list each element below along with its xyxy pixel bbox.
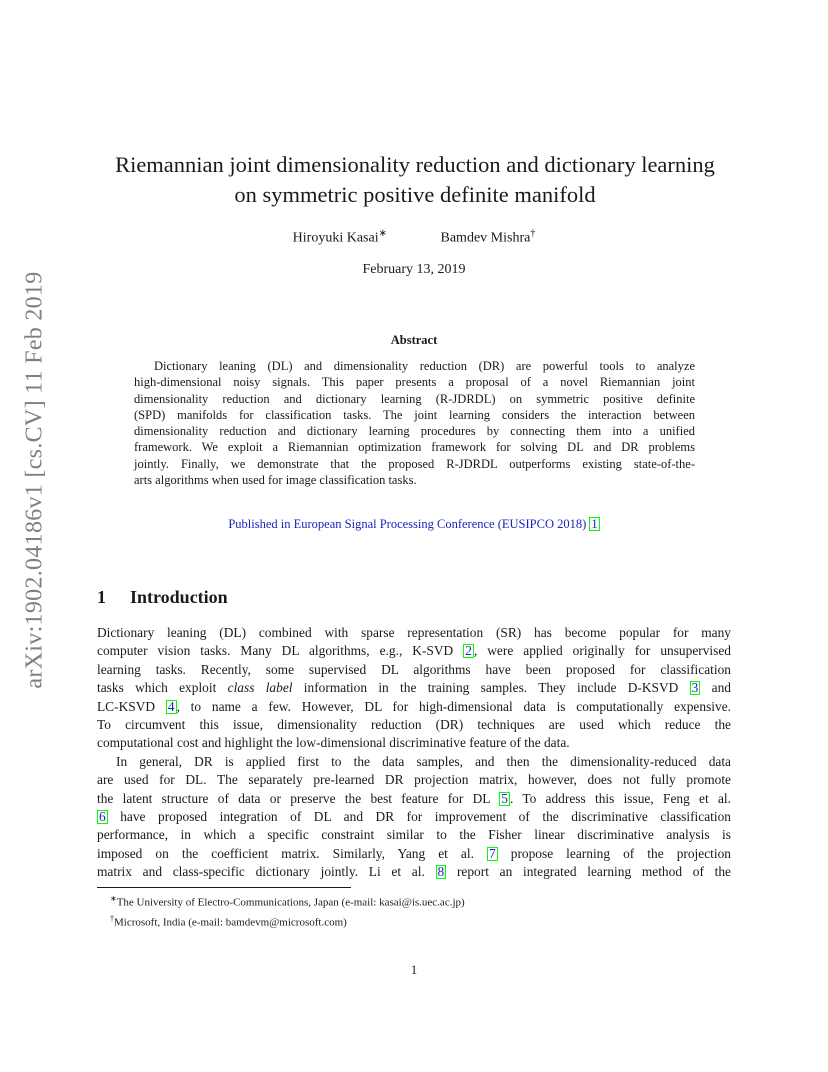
text-line: imposed on the coefficient matrix. Similarly, Yang et al. 7 propose learning of the projection — [97, 845, 731, 861]
text-line: LC-KSVD 4 , to name a few. However, DL for high-dimensional data is computationally expensive. — [97, 698, 731, 714]
emphasized-text: class label — [227, 680, 293, 696]
footnote-2 — [110, 911, 465, 931]
citation-link-number[interactable]: 1 — [591, 517, 598, 531]
abstract-line: dimensionality reduction and dictionary learning procedures by connecting them into a unified — [134, 424, 695, 439]
publication-note[interactable] — [0, 517, 828, 532]
title-line-1: Riemannian joint dimensionality reduction and dictionary learning — [115, 152, 715, 177]
text-line: learning tasks. Recently, some supervised DL algorithms have been proposed for classification — [97, 661, 731, 677]
citation-link[interactable] — [589, 517, 599, 531]
footnote-rule — [97, 887, 351, 888]
text-line: computational cost and highlight the low-dimensional discriminative feature of the data. — [97, 735, 570, 751]
author-2-name: Bamdev Mishra — [440, 230, 531, 246]
text-line: are used for DL. The separately pre-learned DR projection matrix, however, does not fully promote — [97, 772, 731, 788]
footnote-1-text: The University of Electro-Communications, Japan (e-mail: kasai@is.uec.ac.jp) — [116, 896, 465, 909]
publication-link[interactable]: Published in European Signal Processing Conference (EUSIPCO 2018) — [228, 517, 587, 531]
title-line-2: on symmetric positive definite manifold — [234, 182, 596, 207]
text-line: the latent structure of data or preserve the best feature for DL 5 . To address this issue, Feng et al. — [97, 790, 731, 806]
text-line: matrix and class-specific dictionary jointly. Li et al. 8 report an integrated learning method of the — [97, 864, 731, 880]
abstract-line: dimensionality reduction and dictionary learning (R-JDRDL) on symmetric positive definite — [134, 391, 695, 406]
reference-link[interactable]: 3 — [691, 680, 699, 696]
author-1-name: Hiroyuki Kasai — [292, 230, 379, 246]
author-2 — [441, 228, 536, 247]
abstract-line: framework. We exploit a Riemannian optimization framework for solving DL and DR problems — [134, 440, 695, 455]
reference-link[interactable]: 2 — [465, 643, 472, 659]
reference-link[interactable]: 4 — [167, 698, 175, 714]
author-2-mark: † — [530, 228, 536, 239]
text-line: performance, in which a specific constraint similar to the Fisher linear discriminative analysis is — [97, 827, 731, 843]
reference-link[interactable]: 8 — [437, 864, 445, 880]
text-line: computer vision tasks. Many DL algorithms, e.g., K-SVD 2 , were applied originally for unsupervised — [97, 643, 731, 659]
author-1 — [293, 228, 387, 247]
paper-date: February 13, 2019 — [362, 262, 466, 277]
text-line: To circumvent this issue, dimensionality reduction (DR) techniques are used which reduce the — [97, 716, 731, 732]
footnotes — [110, 891, 465, 931]
section-number: 1 — [97, 587, 106, 607]
author-list — [0, 228, 828, 247]
section-heading — [97, 587, 228, 608]
paper-title — [90, 150, 740, 210]
abstract-line: jointly. Finally, we demonstrate that the proposed R-JDRDL outperforms existing state-of-the- — [134, 456, 695, 471]
text-line: Dictionary leaning (DL) combined with sparse representation (SR) has become popular for many — [97, 625, 731, 640]
footnote-1 — [110, 891, 465, 911]
abstract-line: arts algorithms when used for image classification tasks. — [134, 473, 417, 488]
footnote-1-mark: ∗ — [110, 894, 117, 903]
author-1-mark: ∗ — [378, 228, 387, 239]
section-title: Introduction — [130, 587, 228, 607]
text-line: tasks which exploit class label information in the training samples. They include D-KSVD 3 and — [97, 680, 731, 696]
abstract-line: high-dimensional noisy signals. This paper presents a proposal of a novel Riemannian joint — [134, 375, 695, 390]
abstract-body — [134, 358, 695, 488]
reference-link[interactable]: 7 — [489, 845, 496, 861]
abstract-line: Dictionary leaning (DL) and dimensionality reduction (DR) are powerful tools to analyze — [154, 359, 695, 373]
text-line: In general, DR is applied first to the data samples, and then the dimensionality-reduced data — [116, 753, 731, 769]
abstract-line: (SPD) manifolds for classification tasks. The joint learning considers the interaction between — [134, 407, 695, 422]
footnote-2-text: Microsoft, India (e-mail: bamdevm@microsoft.com) — [114, 916, 347, 929]
arxiv-identifier-stamp[interactable]: arXiv:1902.04186v1 [cs.CV] 11 Feb 2019 — [21, 271, 48, 689]
introduction-body — [97, 624, 731, 881]
page-number: 1 — [410, 962, 418, 977]
reference-link[interactable]: 6 — [99, 808, 106, 824]
abstract-heading: Abstract — [390, 333, 438, 347]
footnote-2-mark: † — [110, 914, 114, 924]
reference-link[interactable]: 5 — [501, 790, 508, 806]
text-line: 6 have proposed integration of DL and DR for improvement of the discriminative classification — [99, 808, 731, 824]
